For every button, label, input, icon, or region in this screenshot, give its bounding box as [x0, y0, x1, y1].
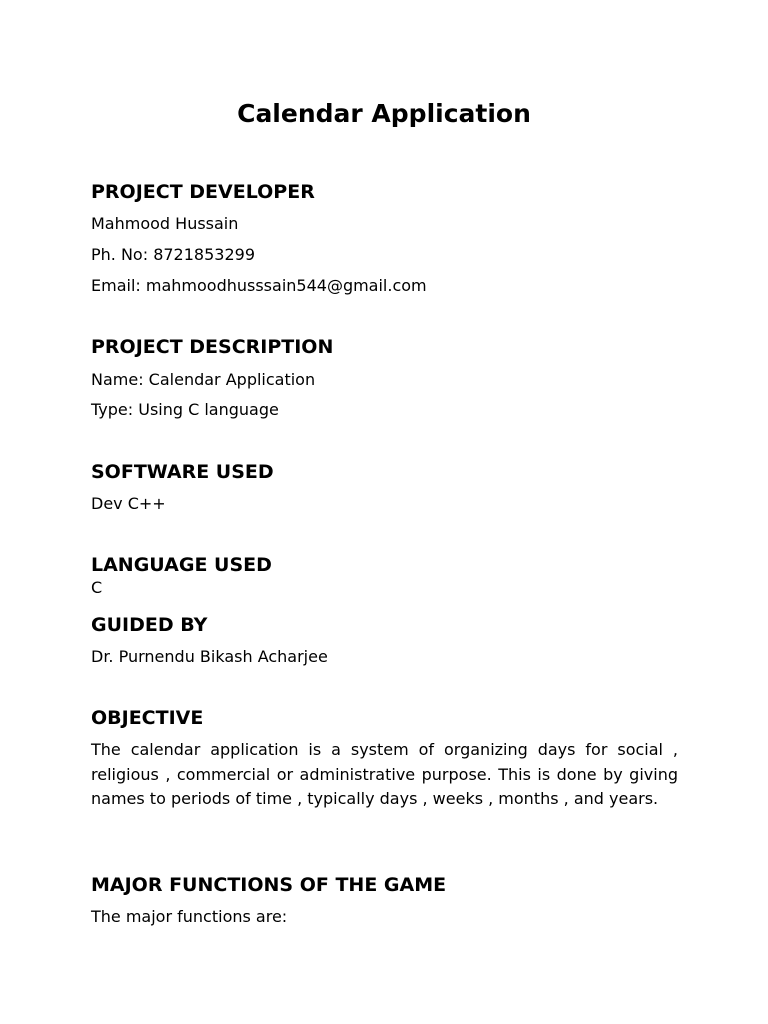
- description-name: Name: Calendar Application: [91, 370, 316, 389]
- guide-value: Dr. Purnendu Bikash Acharjee: [91, 647, 328, 666]
- developer-name: Mahmood Hussain: [91, 214, 239, 233]
- document-title: Calendar Application: [237, 99, 531, 128]
- functions-heading: MAJOR FUNCTIONS OF THE GAME: [91, 874, 447, 896]
- developer-phone: Ph. No: 8721853299: [91, 245, 255, 264]
- developer-email: Email: mahmoodhusssain544@gmail.com: [91, 276, 427, 295]
- software-value: Dev C++: [91, 494, 166, 513]
- objective-text: The calendar application is a system of organizing days for social , religious , commercial or administrative purpose. This is done by giving names to periods of time , typically days , weeks , months , and years.: [91, 740, 678, 808]
- developer-heading: PROJECT DEVELOPER: [91, 181, 315, 203]
- language-heading: LANGUAGE USED: [91, 554, 272, 576]
- description-heading: PROJECT DESCRIPTION: [91, 336, 334, 358]
- language-value: C: [91, 578, 103, 597]
- guide-heading: GUIDED BY: [91, 614, 208, 636]
- functions-intro: The major functions are:: [91, 907, 288, 926]
- objective-heading: OBJECTIVE: [91, 707, 204, 729]
- description-type: Type: Using C language: [91, 400, 279, 419]
- software-heading: SOFTWARE USED: [91, 461, 274, 483]
